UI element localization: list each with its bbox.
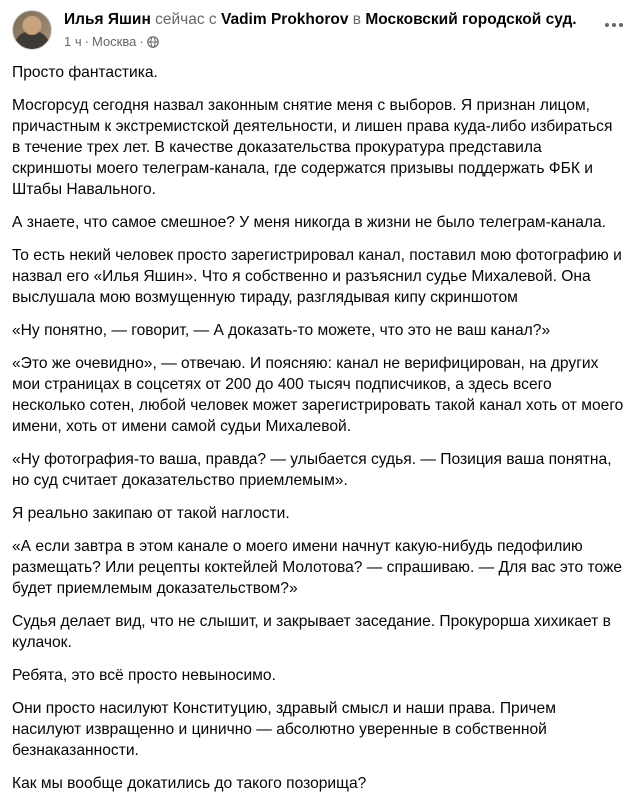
post-paragraph: Мосгорсуд сегодня назвал законным снятие меня с выборов. Я признан лицом, причастным к экстремистской деятельности, и лишен права куда-либо избираться в течение трех лет. В качестве доказательства прокуратура представила скриншоты моего телеграм-канала, где содержатся призывы поддержать ФБК и Штабы Навального.	[12, 97, 613, 198]
with-text: сейчас с	[155, 11, 217, 28]
post-paragraph: Судья делает вид, что не слышит, и закрывает заседание. Прокурорша хихикает в кулачок.	[12, 613, 611, 651]
post-location: Москва	[91, 34, 137, 49]
post-paragraph: Просто фантастика.	[12, 64, 158, 81]
post-paragraph: То есть некий человек просто зарегистрировал канал, поставил мою фотографию и назвал его «Илья Яшин». Что я собственно и разъяснил судье Михалевой. Она выслушала мою возмущенную тираду, разглядывая кипу скриншотом	[12, 247, 622, 306]
in-text: в	[352, 11, 362, 28]
tagged-person-link[interactable]: Vadim Prokhorov	[220, 11, 349, 28]
globe-icon[interactable]	[147, 36, 159, 48]
author-avatar[interactable]	[12, 10, 52, 50]
place-link[interactable]: Московский городской суд.	[365, 11, 577, 28]
post-paragraph: «Ну понятно, — говорит, — А доказать-то можете, что это не ваш канал?»	[12, 322, 551, 339]
post-header	[12, 10, 628, 52]
post-paragraph: Как мы вообще докатились до такого позорища?	[12, 775, 367, 792]
post-header-text	[64, 10, 588, 49]
post-paragraph: А знаете, что самое смешное? У меня никогда в жизни не было телеграм-канала.	[12, 214, 607, 231]
post-paragraph: Я реально закипаю от такой наглости.	[12, 505, 290, 522]
post-paragraph: Ребята, это всё просто невыносимо.	[12, 667, 276, 684]
post-paragraph: «А если завтра в этом канале о моего имени начнут какую-нибудь педофилию размещать? Или рецепты коктейлей Молотова? — спрашиваю. — Для вас это тоже будет приемлемым доказательством?»	[12, 538, 623, 597]
post-title-line	[64, 10, 588, 30]
post-meta-line	[64, 34, 588, 49]
author-name-link[interactable]: Илья Яшин	[64, 11, 151, 28]
post-paragraph: Они просто насилуют Конституцию, здравый смысл и наши права. Причем насилуют извращенно и цинично — абсолютно уверенные в собственной безнаказанности.	[12, 700, 556, 759]
post-time-link[interactable]: 1 ч	[64, 34, 82, 49]
more-options-icon[interactable]	[600, 14, 628, 36]
post-paragraph: «Ну фотография-то ваша, правда? — улыбается судья. — Позиция ваша понятна, но суд считает доказательство приемлемым».	[12, 451, 612, 489]
meta-separator: ·	[139, 34, 144, 49]
meta-separator: ·	[84, 34, 89, 49]
post-body	[12, 62, 624, 806]
post-paragraph: «Это же очевидно», — отвечаю. И поясняю: канал не верифицирован, на других мои страницах в соцсетях от 200 до 400 тысяч подписчиков, а здесь всего несколько сотен, любой человек может зарегистрировать такой канал хоть от моего имени, хоть от имени самой судьи Михалевой.	[12, 355, 624, 435]
